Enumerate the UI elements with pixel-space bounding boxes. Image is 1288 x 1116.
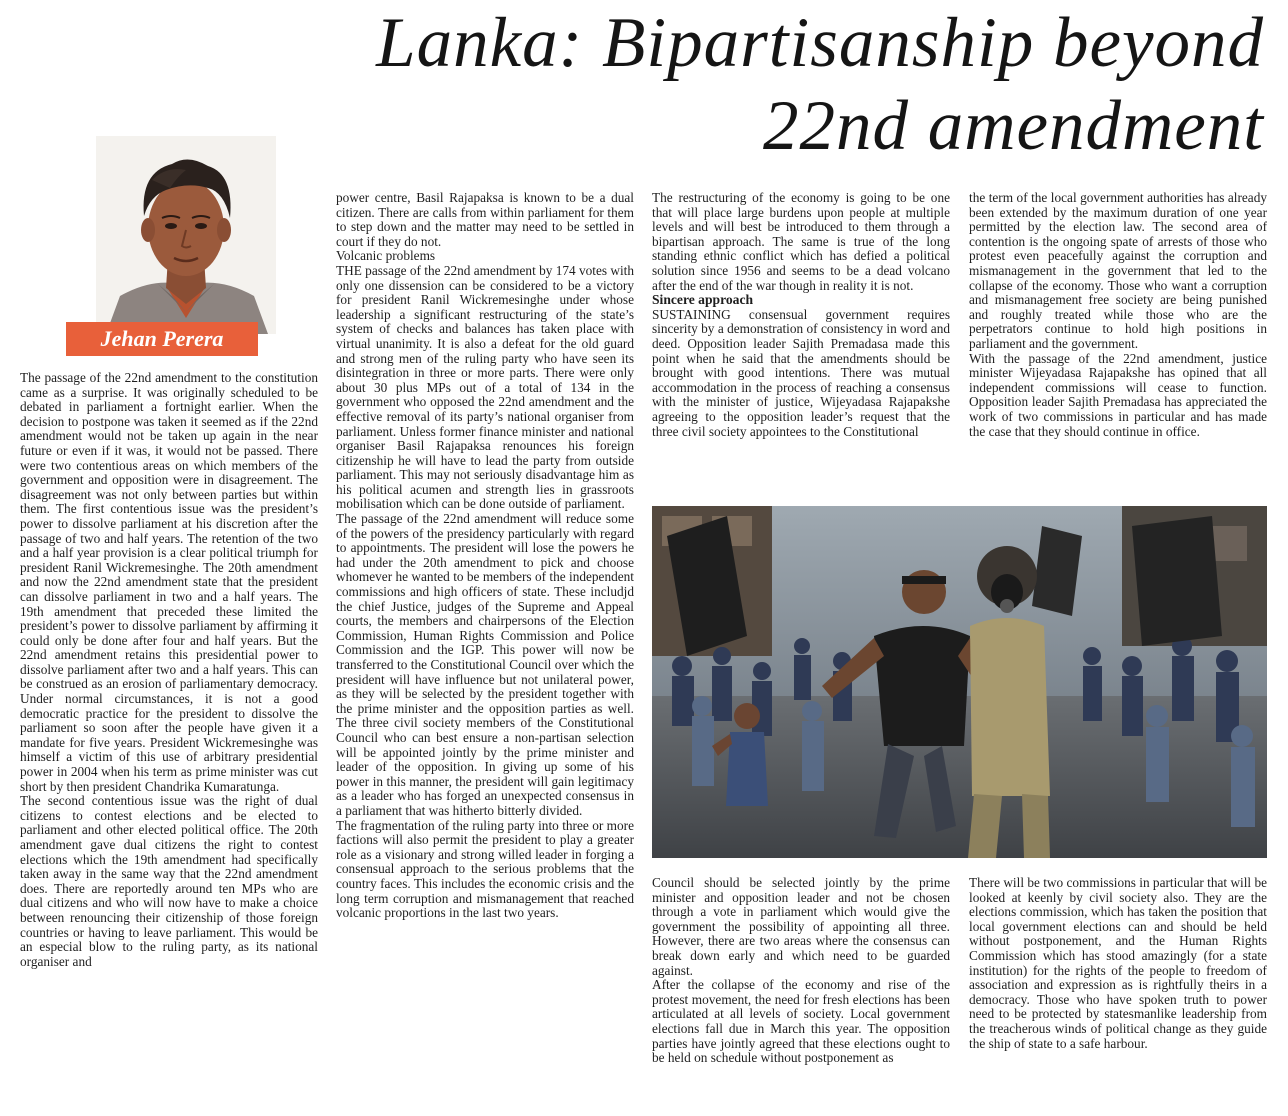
paragraph: The restructuring of the economy is going to be one that will place large burdens upon people at multiple levels and will best be introduced to them through a bipartisan approach. The same is true of the long standing ethnic conflict which has defied a political solution since 1956 and seems to be a dead volcano after the end of the war though in reality it is not.: [652, 191, 950, 293]
paragraph: With the passage of the 22nd amendment, justice minister Wijeyadasa Rajapakshe has opined that all independent commissions will cease to function. Opposition leader Sajith Premadasa has appreciated the work of two commissions in particular and has made the case that they should continue in office.: [969, 350, 1267, 439]
paragraph: power centre, Basil Rajapaksa is known to be a dual citizen. There are calls from within parliament for them to step down and the matter may need to be settled in court if they do not.: [336, 191, 634, 249]
paragraph: SUSTAINING consensual government requires sincerity by a demonstration of consistency in word and deed. Opposition leader Sajith Premadasa made this point when he said that the amendments should be brought with good intentions. There was mutual accommodation in the process of reaching a consensus with the minister of justice, Wijeyadasa Rajapakshe agreeing to the opposition leader’s request that the three civil society appointees to the Constitutional: [652, 306, 950, 439]
author-byline: Jehan Perera: [66, 322, 258, 356]
paragraph: Council should be selected jointly by the prime minister and opposition leader and not be chosen through a vote in parliament which would give the government the possibility of appointing all three. However, there are two areas where the consensus can break down early and which need to be guarded against.: [652, 876, 950, 978]
subheading-volcanic-problems: Volcanic problems: [336, 248, 436, 264]
article-column-3-top: [652, 191, 950, 491]
paragraph: The second contentious issue was the right of dual citizens to contest elections and be elected to parliament and other elected political office. The 20th amendment gave dual citizens the right to contest elections which the 19th amendment had specifically taken away in the same way that the 22nd amendment does. There are reportedly around ten MPs who are dual citizens and who will now have to make a choice between renouncing their citizenship of those foreign countries or having to leave parliament. This would be an especial blow to the ruling party, as its national organiser and: [20, 793, 318, 969]
headline-line-1: Lanka: Bipartisanship beyond: [376, 4, 1264, 82]
article-column-2: [336, 191, 634, 1091]
author-portrait: [96, 136, 276, 334]
paragraph: After the collapse of the economy and rise of the protest movement, the need for fresh elections has been articulated at all levels of society. Local government elections fall due in March this year. The opposition parties have jointly agreed that these elections ought to be held on schedule without postponement as: [652, 977, 950, 1066]
paragraph: THE passage of the 22nd amendment by 174 votes with only one dissension can be considered to be a victory for president Ranil Wickremesinghe under whose leadership a significant restructuring of the state’s system of checks and balances has taken place with virtual unanimity. It is also a defeat for the old guard and strong men of the ruling party who have seen its disintegration in three or more parts. There were only about 30 plus MPs out of a total of 134 in the government who opposed the 22nd amendment and the effective removal of its party’s national organiser from parliament. Unless former finance minister and national organiser Basil Rajapaksa renounces his foreign citizenship he will have to lead the party from outside parliament. This may not seriously disadvantage him as his political acumen and strength lies in grassroots mobilisation which can be done outside of parliament.: [336, 262, 634, 512]
protest-photo-image: [652, 506, 1267, 858]
headline-line-2: 22nd amendment: [762, 87, 1264, 165]
paragraph: There will be two commissions in particular that will be looked at keenly by civil society also. They are the elections commission, which has taken the position that local government elections can and should be held without postponement, and the Human Rights Commission which has stood amazingly (for a state institution) for the rights of the people to freedom of association and expression as is rightfully theirs in a democracy. Those who have spoken truth to power need to be protected by statesmanlike leadership from the treacherous winds of political change as they guide the ship of state to a safe harbour.: [969, 876, 1267, 1051]
author-portrait-image: [96, 136, 276, 334]
subheading-sincere-approach: Sincere approach: [652, 292, 754, 308]
article-column-4-bottom: [969, 876, 1267, 1091]
article-column-4-top: [969, 191, 1267, 491]
paragraph: the term of the local government authorities has already been extended by the maximum duration of one year permitted by the election law. The second area of contention is the ongoing spate of arrests of those who protest even peacefully against the corruption and mismanagement in the government that led to the collapse of the economy. Those who want a corruption and mismanagement free society are being punished and roughly treated while those who are the perpetrators continue to hold high positions in parliament and the government.: [969, 191, 1267, 351]
protest-photo: [652, 506, 1267, 858]
paragraph: The passage of the 22nd amendment will reduce some of the powers of the presidency particularly with regard to appointments. The president will lose the powers he had under the 20th amendment to pick and choose whomever he wanted to be members of the independent commissions and high officers of state. These includjd the chief Justice, judges of the Supreme and Appeal courts, the members and chairpersons of the Election Commission, Human Rights Commission and Police Commission and the IGP. This power will now be transferred to the Constitutional Council over which the president will have influence but not unilateral power, as they will be selected by the president together with the prime minister and the opposition parties as well. The three civil society members of the Constitutional Council who can best ensure a non-partisan selection will be appointed jointly by the prime minister and leader of the opposition. In giving up some of his power in this manner, the president will gain legitimacy as a leader who has forged an unexpected consensus in a parliament that was hitherto bitterly divided.: [336, 511, 634, 818]
paragraph: The passage of the 22nd amendment to the constitution came as a surprise. It was originally scheduled to be debated in parliament a fortnight earlier. When the decision to postpone was taken it seemed as if the 22nd amendment would not be taken up again in the near future or even if it was, it would not be passed. There were two contentious areas on which members of the government and opposition were in disagreement. The disagreement was not only between parties but within them. The first contentious issue was the president’s power to dissolve parliament at his discretion after the passage of two and half years. The retention of the two and a half year provision is a clear political triumph for president Ranil Wickremesinghe. The 20th amendment and now the 22nd amendment state that the president can dissolve parliament in two and a half years. The 19th amendment that preceded these limited the president’s power to dissolve parliament by affirming it could only be done after four and half years. But the 22nd amendment retains this presidential power to dissolve parliament after two and a half years. This can be construed as an erosion of parliamentary democracy. Under normal circumstances, it is not a good democratic practice for the president to dissolve the parliament so soon after the people have given it a mandate for five years. President Wickremesinghe was himself a victim of this use of arbitrary presidential power in 2004 when his term as prime minister was cut short by then president Chandrika Kumaratunga.: [20, 371, 318, 794]
article-column-1: [20, 371, 318, 1091]
headline: [164, 2, 1264, 168]
article-column-3-bottom: [652, 876, 950, 1091]
paragraph: The fragmentation of the ruling party into three or more factions will also permit the president to play a greater role as a visionary and strong willed leader in forging a consensual approach to the serious problems that the country faces. This includes the economic crisis and the long term corruption and mismanagement that reached volcanic proportions in the last two years.: [336, 817, 634, 921]
